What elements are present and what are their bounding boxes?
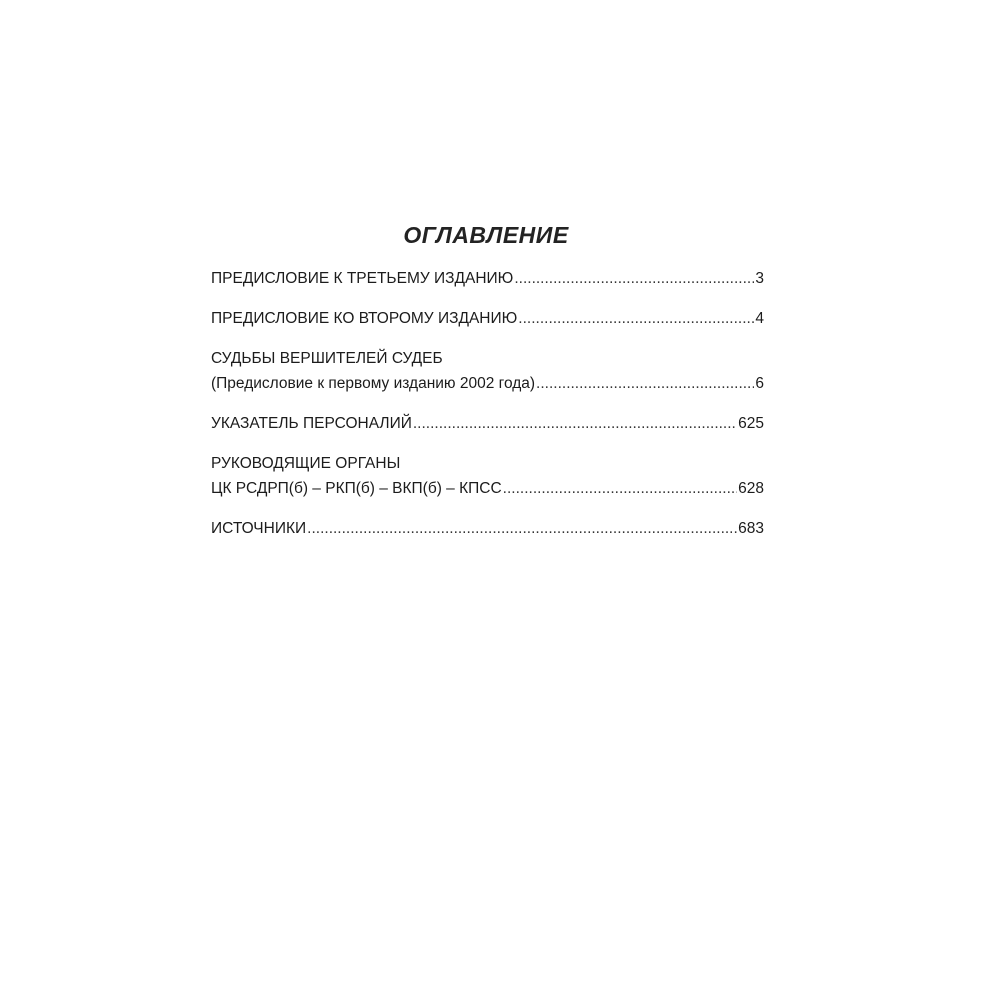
toc-line xyxy=(211,413,764,435)
dot-leader xyxy=(536,373,754,395)
toc-line xyxy=(211,373,764,395)
toc-line xyxy=(211,308,764,330)
toc-page-number: 6 xyxy=(755,375,764,392)
toc-entry-first-edition-preface xyxy=(211,348,764,395)
toc-entry-title: РУКОВОДЯЩИЕ ОРГАНЫ xyxy=(211,455,401,472)
dot-leader xyxy=(518,308,754,330)
toc-line xyxy=(211,453,764,475)
toc-entry-title: УКАЗАТЕЛЬ ПЕРСОНАЛИЙ xyxy=(211,415,412,432)
toc-entry-subtitle: ЦК РСДРП(б) – РКП(б) – ВКП(б) – КПСС xyxy=(211,480,502,497)
toc-entry-subtitle: (Предисловие к первому изданию 2002 года) xyxy=(211,375,536,392)
toc-page-number: 3 xyxy=(755,270,764,287)
dot-leader xyxy=(413,413,737,435)
dot-leader xyxy=(503,478,737,500)
toc-entry-personalia-index xyxy=(211,413,764,435)
dot-leader xyxy=(514,268,754,290)
toc-line xyxy=(211,348,764,370)
toc-entry-third-edition-preface xyxy=(211,268,764,290)
toc-entry-second-edition-preface xyxy=(211,308,764,330)
toc-entry-title: СУДЬБЫ ВЕРШИТЕЛЕЙ СУДЕБ xyxy=(211,350,443,367)
toc-entry-sources xyxy=(211,518,764,540)
toc-entry-title: ПРЕДИСЛОВИЕ К ТРЕТЬЕМУ ИЗДАНИЮ xyxy=(211,270,514,287)
table-of-contents xyxy=(211,268,764,558)
toc-entry-governing-bodies xyxy=(211,453,764,500)
toc-line xyxy=(211,518,764,540)
dot-leader xyxy=(307,518,737,540)
toc-page-number: 628 xyxy=(738,480,764,497)
toc-entry-title: ПРЕДИСЛОВИЕ КО ВТОРОМУ ИЗДАНИЮ xyxy=(211,310,518,327)
toc-page-number: 4 xyxy=(755,310,764,327)
toc-page-number: 683 xyxy=(738,520,764,537)
toc-line xyxy=(211,268,764,290)
toc-entry-title: ИСТОЧНИКИ xyxy=(211,520,307,537)
toc-page-number: 625 xyxy=(738,415,764,432)
toc-title: ОГЛАВЛЕНИЕ xyxy=(403,222,569,248)
toc-line xyxy=(211,478,764,500)
